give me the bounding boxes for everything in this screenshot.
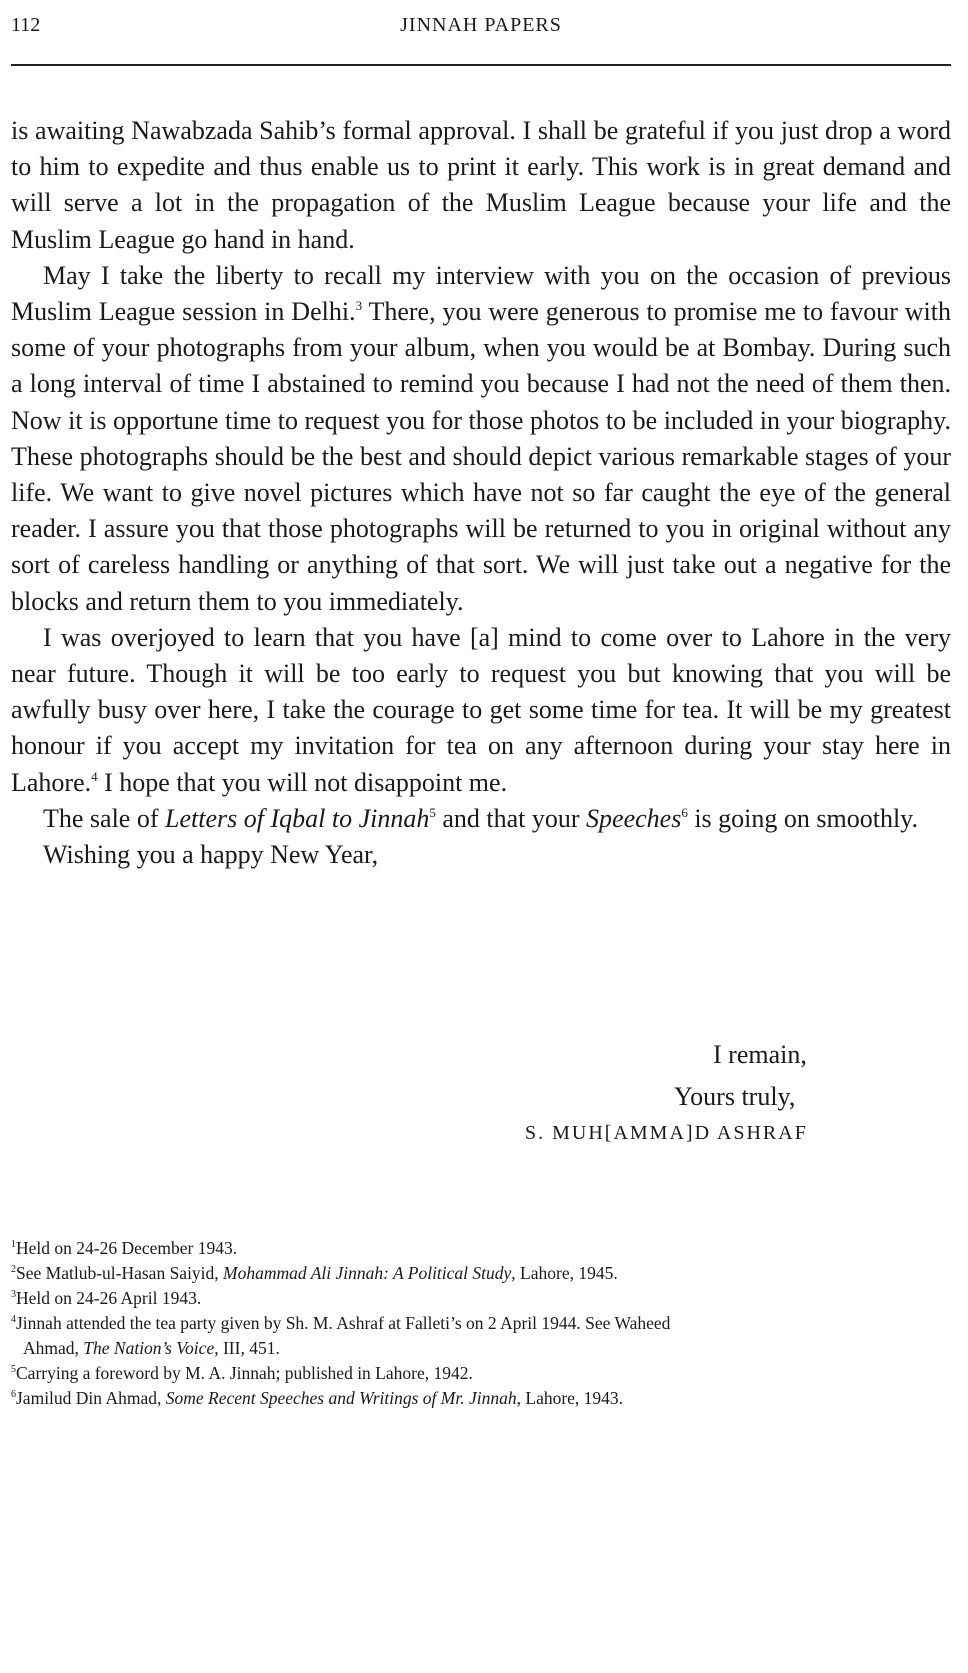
footnote-4-continuation — [11, 1336, 961, 1361]
header-rule — [11, 64, 951, 66]
letter-body — [11, 113, 951, 873]
footnote-ref-5: 5 — [429, 804, 436, 820]
footnote-ref-6: 6 — [681, 804, 688, 820]
paragraph-4-text-b: and that your — [435, 803, 587, 833]
footnote-6 — [11, 1386, 961, 1411]
page-number: 112 — [11, 14, 41, 36]
running-title: JINNAH PAPERS — [400, 14, 562, 36]
footnote-4 — [11, 1311, 961, 1361]
footnote-2-text-b: , Lahore, 1945. — [511, 1263, 618, 1283]
paragraph-3-text-a: I was overjoyed to learn that you have [a] mind to come over to Lahore in the very near future. Though it will be too early to request you but knowing that you will be awfully busy over here, I take the courage to get some time for tea. It will be my greatest honour if you accept my invitation for tea on any afternoon during your stay here in Lahore. — [11, 622, 951, 797]
page-header — [11, 14, 951, 46]
footnote-5-text: Carrying a foreword by M. A. Jinnah; published in Lahore, 1942. — [16, 1363, 473, 1383]
footnote-3-text: Held on 24-26 April 1943. — [16, 1288, 202, 1308]
paragraph-2-text-a: May I take the liberty to recall my interview with you on the occasion of previous Muslim League session in Delhi. — [11, 260, 951, 327]
signature: S. MUH[AMMA]D ASHRAF — [525, 1122, 808, 1144]
footnote-1-text: Held on 24-26 December 1943. — [16, 1238, 238, 1258]
footnote-2-text-a: See Matlub-ul-Hasan Saiyid, — [16, 1263, 224, 1283]
paragraph-4 — [11, 801, 951, 837]
footnote-ref-4: 4 — [91, 768, 98, 784]
closing-remain: I remain, — [713, 1040, 807, 1069]
footnote-2-title: Mohammad Ali Jinnah: A Political Study — [223, 1263, 512, 1283]
footnote-4-text-a: Jinnah attended the tea party given by Sh. M. Ashraf at Falleti’s on 2 April 1944. See Waheed — [16, 1313, 671, 1333]
footnote-6-text-b: , Lahore, 1943. — [516, 1388, 624, 1408]
footnote-6-title: Some Recent Speeches and Writings of Mr. Jinnah — [165, 1388, 517, 1408]
footnote-5-number: 5 — [11, 1364, 16, 1375]
footnote-4-text-b: Ahmad, — [23, 1338, 84, 1358]
paragraph-3 — [11, 620, 951, 801]
footnote-5 — [11, 1361, 961, 1386]
book-title-letters: Letters of Iqbal to Jinnah — [165, 803, 430, 833]
footnote-6-text-a: Jamilud Din Ahmad, — [16, 1388, 166, 1408]
footnote-4-number: 4 — [11, 1314, 16, 1325]
paragraph-5: Wishing you a happy New Year, — [43, 840, 379, 870]
footnote-6-number: 6 — [11, 1389, 16, 1400]
footnote-3 — [11, 1286, 961, 1311]
footnote-2-number: 2 — [11, 1264, 16, 1275]
closing-yours-truly: Yours truly, — [674, 1082, 796, 1111]
paragraph-3-text-b: I hope that you will not disappoint me. — [97, 767, 508, 797]
paragraph-2-text-b: There, you were generous to promise me to favour with some of your photographs from your album, when you would be at Bombay. During such a long interval of time I abstained to remind you because I had not the need of them then. Now it is opportune time to request you for those photos to be included in your biography. These photographs should be the best and should depict various remarkable stages of your life. We want to give novel pictures which have not so far caught the eye of the general reader. I assure you that those photographs will be returned to you in original without any sort of careless handling or anything of that sort. We will just take out a negative for the blocks and return them to you immediately. — [11, 297, 952, 616]
footnote-4-title: The Nation’s Voice — [83, 1338, 215, 1358]
footnote-2 — [11, 1261, 961, 1286]
footnote-1 — [11, 1236, 961, 1261]
footnote-ref-3: 3 — [355, 298, 363, 314]
footnote-1-number: 1 — [11, 1239, 16, 1250]
paragraph-1: is awaiting Nawabzada Sahib’s formal approval. I shall be grateful if you just drop a word to him to expedite and thus enable us to print it early. This work is in great demand and will serve a lot in the propagation of the Muslim League because your life and the Muslim League go hand in hand. — [11, 116, 951, 254]
paragraph-2 — [11, 258, 951, 620]
paragraph-4-text-a: The sale of — [43, 803, 166, 833]
book-title-speeches: Speeches — [586, 803, 682, 833]
footnotes — [11, 1236, 961, 1411]
footnote-3-number: 3 — [11, 1289, 16, 1300]
paragraph-4-text-c: is going on smoothly. — [687, 803, 918, 833]
footnote-4-text-c: , III, 451. — [214, 1338, 280, 1358]
